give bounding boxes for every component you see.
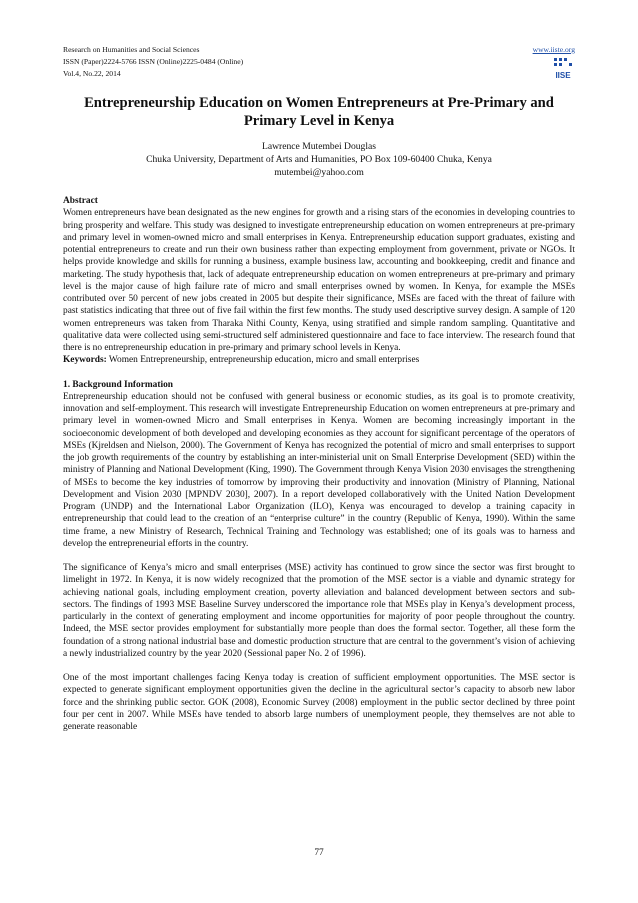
paper-body [63,195,575,733]
abstract-heading: Abstract [63,196,98,206]
journal-info [63,44,575,80]
keywords-line [63,354,575,366]
paragraph: One of the most important challenges facing Kenya today is creation of sufficient employment opportunities. The MSE sector is expected to generate significant employment opportunities given the decline in the agricultural sector’s capacity to absorb new labor force and the shrinking public sector. GOK (2008), Economic Survey (2008) employment in the public sector declined by three point four per cent in 2007. While MSEs have tended to absorb large numbers of unemployment people, they themselves are not able to generate reasonable [63,673,575,732]
issn-line: ISSN (Paper)2224-5766 ISSN (Online)2225-0484 (Online) [63,57,244,66]
keywords-label: Keywords: [63,355,107,366]
iiste-logo-icon [551,57,575,81]
volume-line: Vol.4, No.22, 2014 [63,69,121,78]
abstract-text: Women entrepreneurs have bean designated as the new engines for growth and a rising stars of the economies in developing countries to bring prosperity and welfare. This study was designed to investigate entrepreneurship education on women entrepreneurs at pre-primary and primary level in women-owned micro and small enterprises in Kenya. Entrepreneurship education support graduates, existing and potential entrepreneurs to create and run their own business rather than expecting employment from government, private or NGOs. It helps provide knowledge and skills for running a business, example business law, accounting and bookkeeping, credit and finance and marketing. The study hypothesis that, lack of adequate entrepreneurship education on women entrepreneurs at pre-primary and primary level is the major cause of high failure rate of micro and small enterprises owned by women. In Kenya, for example the MSEs contributed over 50 percent of new jobs created in 2005 but despite their significance, MSEs are faced with the threat of failure with past statistics indicating that three out of five fail within the first few months. The study used descriptive survey design. A sample of 120 women entrepreneurs was taken from Tharaka Nithi County, Kenya, using stratified and simple random sampling. Quantitative and qualitative data were collected using semi-structured self administered questionnaire and face to face interview. The research found that there is no entrepreneurship education in pre-primary and primary school levels in Kenya. [63,208,575,353]
author-affiliation: Chuka University, Department of Arts and Humanities, PO Box 109-60400 Chuka, Kenya [146,154,492,166]
logo-text: IISE [555,71,571,80]
keywords-text: Women Entrepreneurship, entrepreneurship education, micro and small enterprises [106,355,420,366]
paragraph: The significance of Kenya’s micro and small enterprises (MSE) activity has continued to grow since the sector was first brought to limelight in 1972. In Kenya, it is now widely recognized that the promotion of the MSE sector is a viable and dynamic strategy for achieving national goals, including employment creation, poverty alleviation and balanced development between sectors and sub-sectors. The findings of 1993 MSE Baseline Survey underscored the importance role that MSEs play in Kenya’s development process, particularly in the context of generating employment and income opportunities for majority of poor people throughout the country. Indeed, the MSE sector provides employment for substantially more people than does the formal sector. Together, all these form the foundation of a strong national industrial base and domestic production structure that are central to the government’s vision of achieving a newly industrialized country by the year 2020 (Sessional paper No. 2 of 1996). [63,563,575,659]
paragraph: Entrepreneurship education should not be confused with general business or economic studies, as its goal is to promote creativity, innovation and self-employment. This research will investigate Entrepreneurship Education on women entrepreneurs at pre-primary and primary level in women-owned Micro and Small enterprises in Kenya. Women are becoming increasingly important in the socioeconomic development of both developed and developing economies as they account for significant percentage of the operators of MSEs (Kjreldsen and Nielson, 2000). The Government of Kenya has recognized the potential of micro and small enterprises to support the job growth requirements of the country by establishing an inter-ministerial unit on Small Enterprise Development (SED) within the ministry of Planning and National Development (King, 1990). The Government through Kenya Vision 2030 envisages the strengthening of MSEs to become the key industries of tomorrow by improving their productivity and innovation (Ministry of Planning, National Development and Vision 2030 [MPNDV 2030], 2007). In a report developed collaboratively with the United Nation Development Program (UNDP) and the International Labor Organization (ILO), Kenya was encouraged to develop a training capacity in entrepreneurship that could lead to the creation of an “enterprise culture” in the country (Republic of Kenya, 1990). Within the same time frame, a new Ministry of Research, Technical Training and Technology was established; one of its goals was to harness and develop the entrepreneurial efforts in the country. [63,391,575,549]
paper-title: Entrepreneurship Education on Women Entrepreneurs at Pre-Primary and Primary Level in Kenya [84,95,554,129]
journal-url-link[interactable]: www.iiste.org [532,45,575,54]
page-number: 77 [314,848,324,858]
author-email: mutembei@yahoo.com [274,167,364,179]
author-block [63,140,575,180]
section-heading: 1. Background Information [63,379,174,390]
page-header [63,44,575,80]
journal-name: Research on Humanities and Social Sciences [63,45,200,54]
author-name: Lawrence Mutembei Douglas [261,141,377,152]
